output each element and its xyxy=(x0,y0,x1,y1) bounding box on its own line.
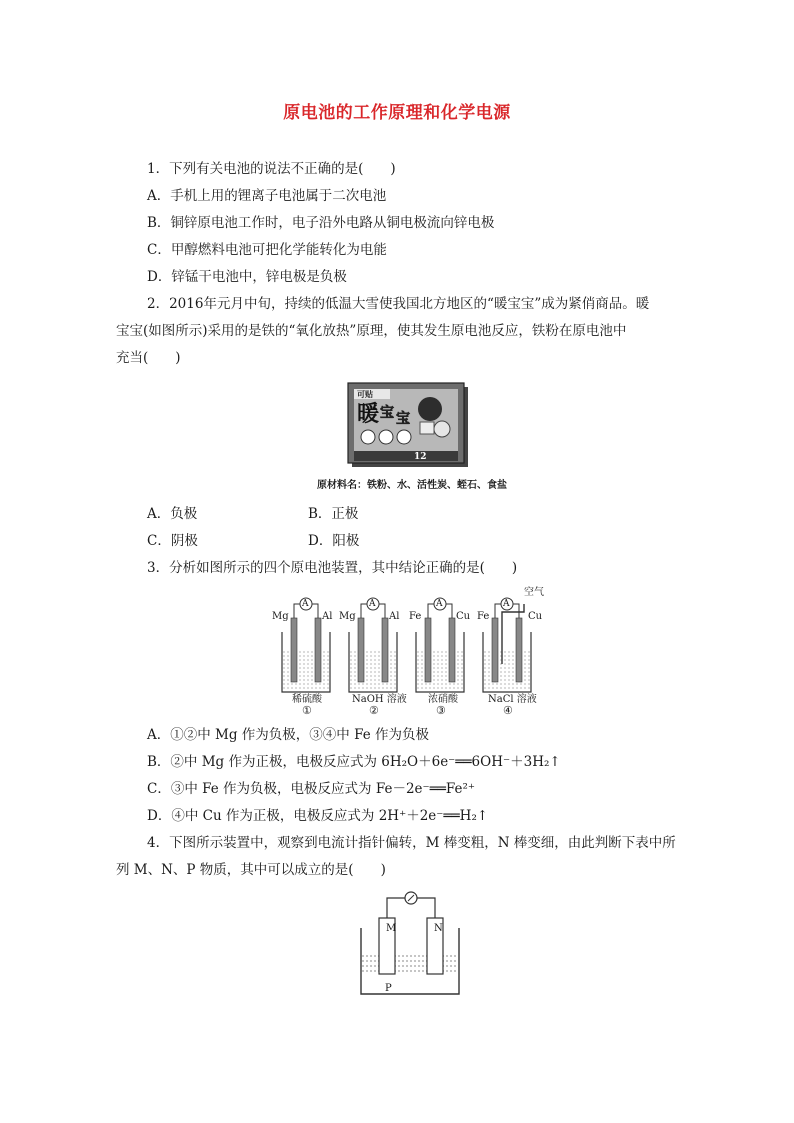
cell4-number: ④ xyxy=(503,704,513,717)
electrode-left-2 xyxy=(358,618,364,682)
beaker-2 xyxy=(349,632,397,692)
q2-option-c: C．阴极 xyxy=(147,533,198,549)
q1-option-b: B．铜锌原电池工作时，电子沿外电路从铜电极流向锌电极 xyxy=(147,215,495,231)
label-n: N xyxy=(434,923,443,934)
q1-option-a: A．手机上用的锂离子电池属于二次电池 xyxy=(147,188,387,204)
brand-small-text: 可贴 xyxy=(357,389,373,399)
cell4-solution: NaCl 溶液 xyxy=(488,694,537,705)
page-title: 原电池的工作原理和化学电源 xyxy=(283,103,511,123)
q3-option-c: C．③中 Fe 作为负极，电极反应式为 Fe－2e⁻══Fe²⁺ xyxy=(147,781,476,797)
electrode-left-3 xyxy=(425,618,431,682)
beaker-4 xyxy=(483,632,531,692)
hours-badge: 12 xyxy=(414,452,427,462)
electrode-left-4 xyxy=(492,618,498,682)
q1-stem: 1．下列有关电池的说法不正确的是( ) xyxy=(147,161,396,177)
electrode-right-4 xyxy=(516,618,522,682)
q4-stem-line1: 4．下图所示装置中，观察到电流计指针偏转，M 棒变粗，N 棒变细，由此判断下表中所 xyxy=(147,835,676,851)
hand-warmer-figure xyxy=(330,377,470,469)
hand-warmer-caption: 原材料名：铁粉、水、活性炭、蛭石、食盐 xyxy=(317,480,507,491)
cell1-solution: 稀硫酸 xyxy=(292,694,322,705)
cell2-left: Mg xyxy=(339,611,356,622)
brand-char-1: 暖 xyxy=(357,401,380,427)
cell1-number: ① xyxy=(302,704,312,717)
cell3-number: ③ xyxy=(436,704,446,717)
q3-option-b: B．②中 Mg 作为正极，电极反应式为 6H₂O＋6e⁻══6OH⁻＋3H₂↑ xyxy=(147,754,561,770)
cell3-meter: A xyxy=(436,599,443,609)
cell3-left: Fe xyxy=(409,611,422,622)
electrode-right-2 xyxy=(382,618,388,682)
cell3-right: Cu xyxy=(456,611,471,622)
brand-char-3: 宝 xyxy=(396,411,410,427)
beaker-1 xyxy=(282,632,330,692)
brand-char-2: 宝 xyxy=(380,405,394,421)
electrode-right-3 xyxy=(449,618,455,682)
cell1-meter: A xyxy=(302,599,309,609)
mnp-cell-figure xyxy=(355,888,465,1000)
q3-option-a: A．①②中 Mg 作为负极，③④中 Fe 作为负极 xyxy=(147,727,429,743)
electrode-left-1 xyxy=(291,618,297,682)
air-label: 空气 xyxy=(524,587,544,598)
beaker-3 xyxy=(416,632,464,692)
q2-option-a: A．负极 xyxy=(147,506,198,522)
q2-stem-line1: 2．2016年元月中旬，持续的低温大雪使我国北方地区的“暖宝宝”成为紧俏商品。暖 xyxy=(147,296,650,312)
q3-option-d: D．④中 Cu 作为正极，电极反应式为 2H⁺＋2e⁻══H₂↑ xyxy=(147,808,489,824)
q2-stem-line2: 宝宝(如图所示)采用的是铁的“氧化放热”原理，使其发生原电池反应，铁粉在原电池中 xyxy=(116,323,627,339)
q2-option-d: D．阳极 xyxy=(308,533,360,549)
q2-stem-line3: 充当( ) xyxy=(116,350,181,366)
q1-option-d: D．锌锰干电池中，锌电极是负极 xyxy=(147,269,347,285)
cell4-left: Fe xyxy=(477,611,490,622)
cell2-meter: A xyxy=(369,599,376,609)
cell3-solution: 浓硝酸 xyxy=(428,694,458,705)
q3-stem: 3．分析如图所示的四个原电池装置，其中结论正确的是( ) xyxy=(147,560,518,576)
q2-option-b: B．正极 xyxy=(308,506,359,522)
cell4-meter: A xyxy=(503,599,510,609)
cell1-right: Al xyxy=(322,611,333,622)
label-m: M xyxy=(386,923,397,934)
cell1-left: Mg xyxy=(272,611,289,622)
cell2-number: ② xyxy=(369,704,379,717)
electrode-right-1 xyxy=(315,618,321,682)
cell2-right: Al xyxy=(389,611,400,622)
label-p: P xyxy=(385,983,392,994)
cell4-right: Cu xyxy=(528,611,543,622)
q1-option-c: C．甲醇燃料电池可把化学能转化为电能 xyxy=(147,242,387,258)
cell2-solution: NaOH 溶液 xyxy=(352,694,407,705)
q4-stem-line2: 列 M、N、P 物质，其中可以成立的是( ) xyxy=(116,862,386,878)
